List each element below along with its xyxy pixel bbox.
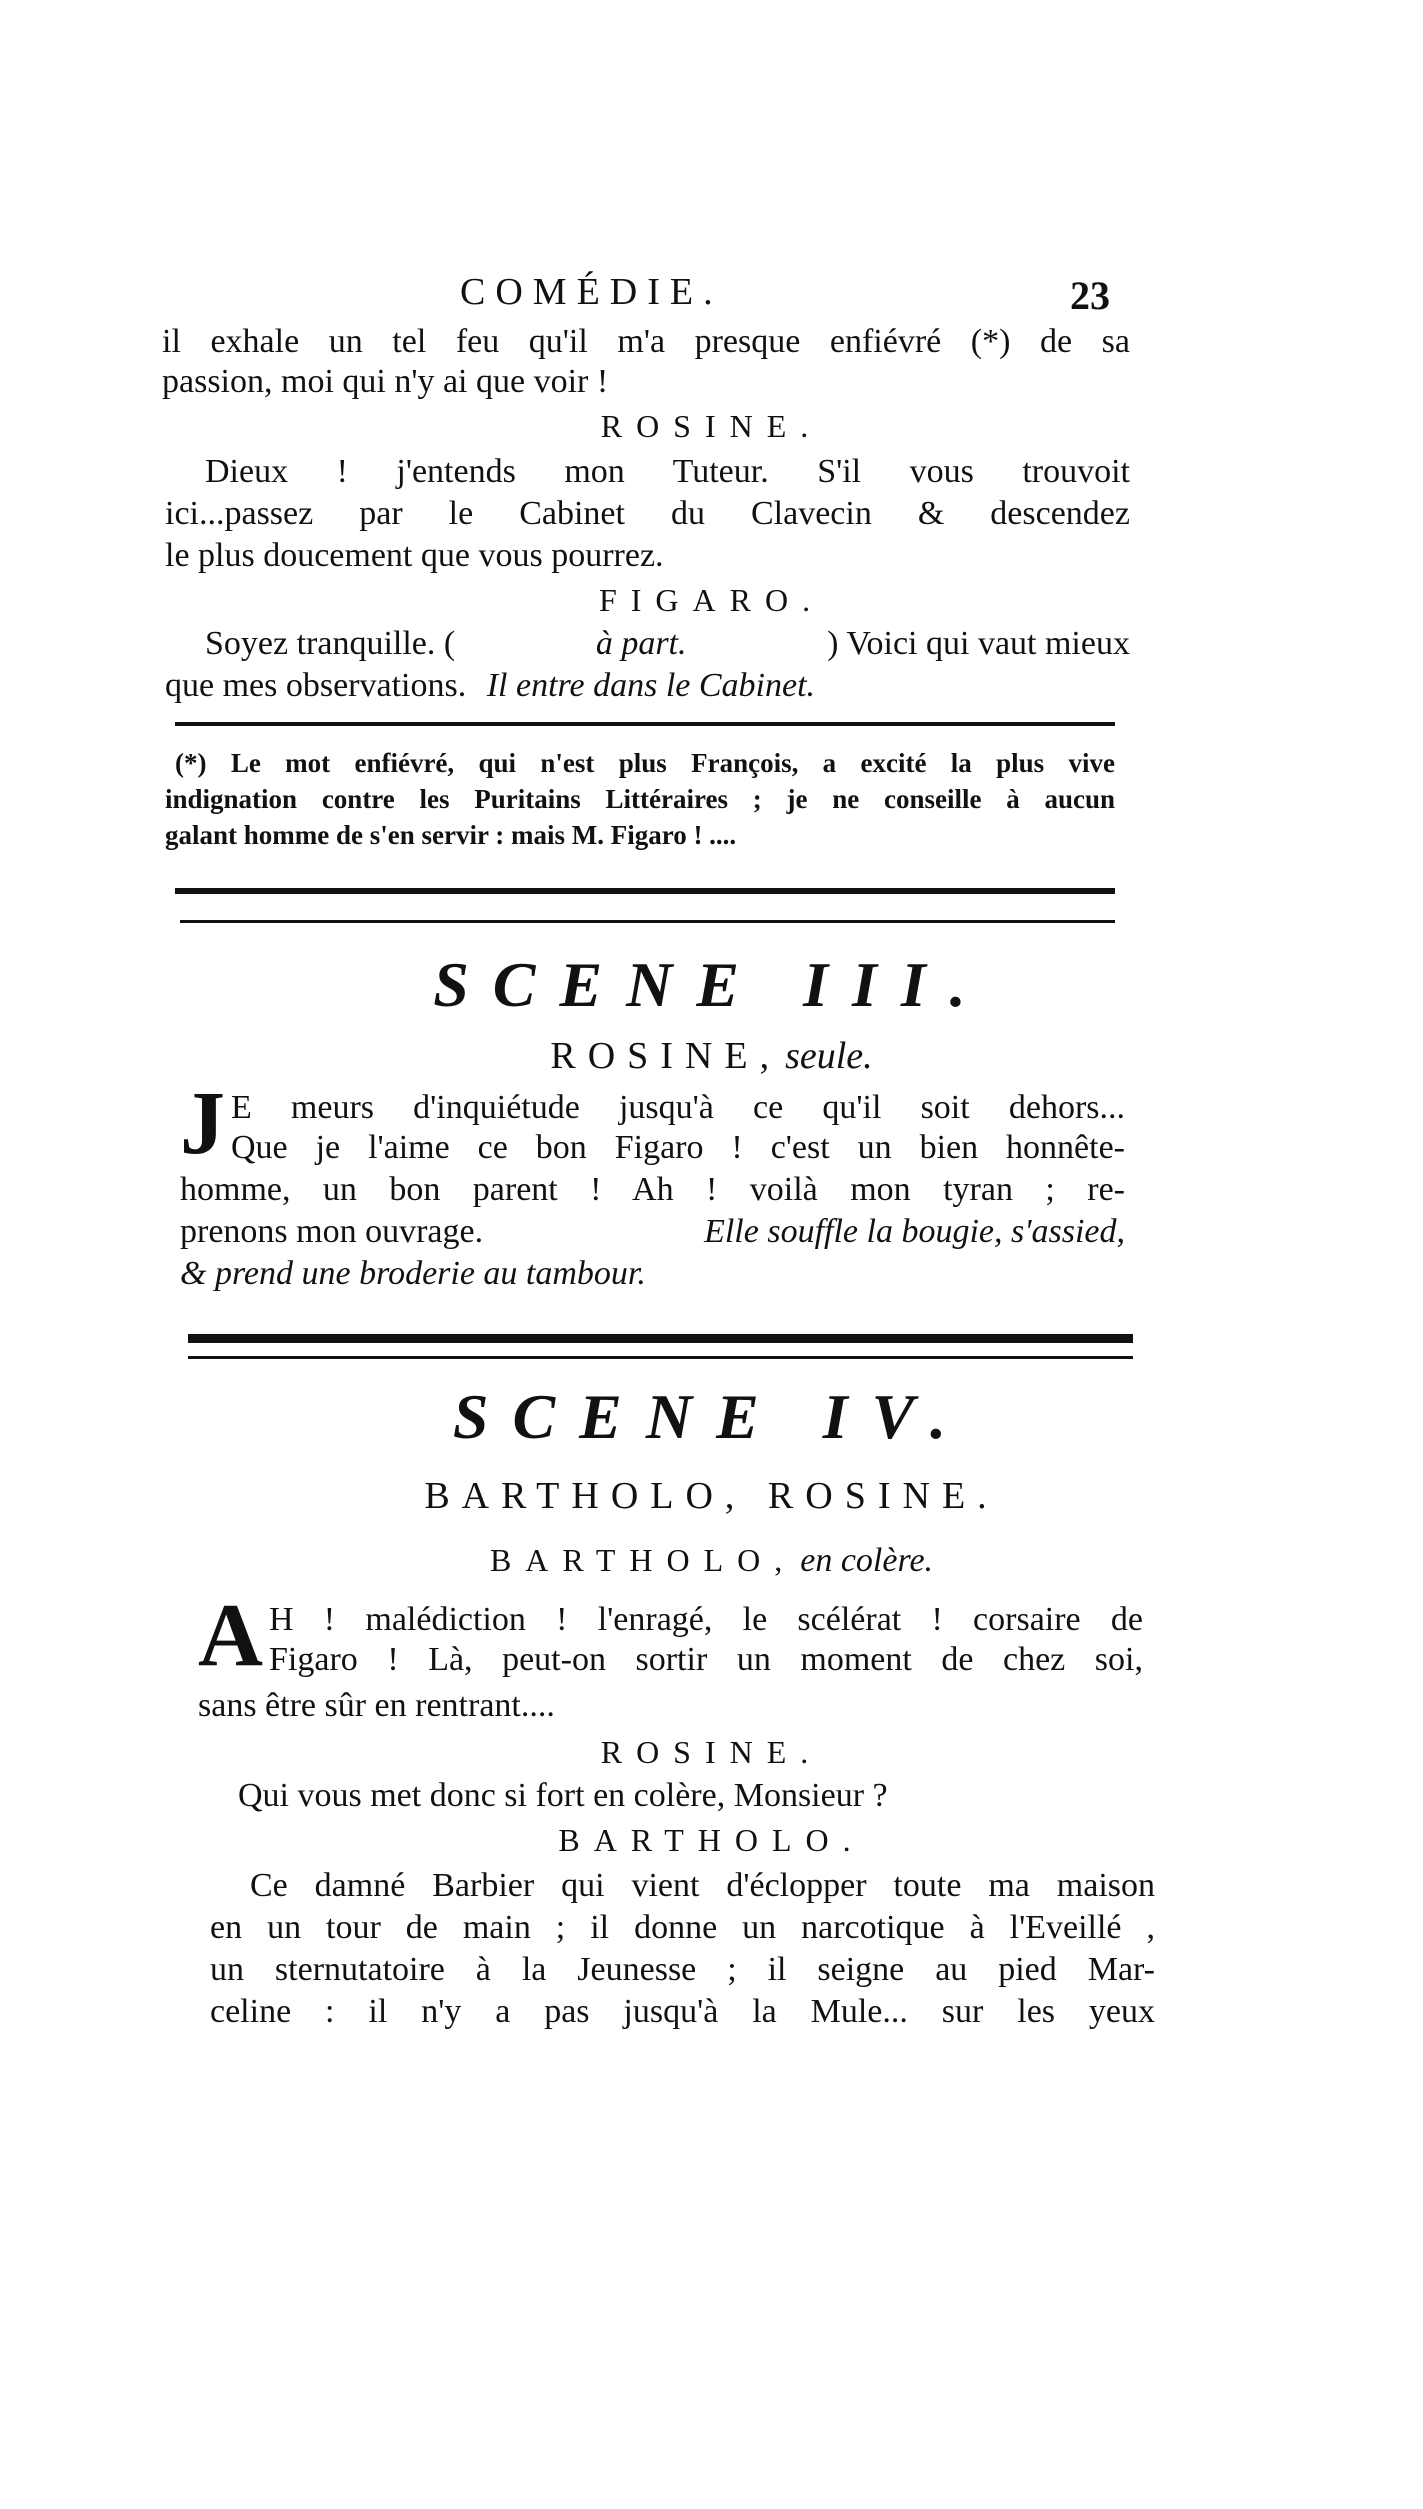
text-line: un sternutatoire à la Jeunesse ; il seigne au pied Mar- (210, 1951, 1155, 1988)
dropcap-paragraph (198, 1586, 1143, 1685)
dialogue: que mes observations. (165, 667, 467, 704)
running-title: COMÉDIE. (460, 271, 723, 313)
speaker-name: BARTHOLO. (558, 1822, 865, 1858)
footnote-line: galant homme de s'en servir : mais M. Figaro ! .... (165, 820, 737, 850)
dialogue: ) Voici qui vaut mieux (827, 625, 1130, 662)
scene-divider-thin (188, 1356, 1133, 1359)
stage-direction: & prend une broderie au tambour. (180, 1255, 646, 1292)
text-line (165, 666, 815, 706)
speaker-name: ROSINE. (600, 1734, 823, 1770)
text-line: passion, moi qui n'y ai que voir ! (162, 363, 609, 400)
speaker-name: FIGARO. (598, 582, 825, 618)
footnote-line: indignation contre les Puritains Littéraires ; je ne conseille à aucun (165, 784, 1115, 814)
scene-divider (180, 920, 1115, 923)
text-line: homme, un bon parent ! Ah ! voilà mon tyran ; re- (180, 1171, 1125, 1208)
page-number: 23 (1070, 273, 1110, 318)
speaker-name: BARTHOLO, (489, 1542, 797, 1578)
text-line: ici...passez par le Cabinet du Clavecin & descendez (165, 495, 1130, 532)
text-line: le plus doucement que vous pourrez. (165, 537, 664, 574)
footnote-rule-bottom (175, 888, 1115, 894)
speaker-name: ROSINE. (600, 408, 823, 444)
stage-direction: seule. (785, 1035, 873, 1077)
dropcap-letter: J (180, 1074, 225, 1173)
stage-direction: Elle souffle la bougie, s'assied, (704, 1213, 1125, 1250)
scene-characters: BARTHOLO, ROSINE. (424, 1475, 999, 1517)
stage-direction: Il entre dans le Cabinet. (486, 667, 816, 704)
speaker-line (0, 1542, 1423, 1580)
text-line (180, 1212, 1125, 1252)
text-line: Ce damné Barbier qui vient d'éclopper toute ma maison (250, 1867, 1155, 1904)
text-line (205, 624, 1130, 664)
text-line: Qui vous met donc si fort en colère, Monsieur ? (238, 1777, 888, 1814)
text-line: il exhale un tel feu qu'il m'a presque enfiévré (*) de sa (162, 323, 1130, 360)
text-line: Dieux ! j'entends mon Tuteur. S'il vous trouvoit (205, 453, 1130, 490)
dropcap-paragraph (180, 1074, 1125, 1173)
scene-title: SCENE III. (433, 949, 990, 1020)
character-name: ROSINE, (550, 1035, 782, 1077)
text-line: Que je l'aime ce bon Figaro ! c'est un bien honnête- (231, 1129, 1125, 1166)
dialogue: Soyez tranquille. ( (205, 625, 456, 662)
text-line: sans être sûr en rentrant.... (198, 1687, 555, 1724)
scene-characters (0, 1034, 1423, 1078)
stage-direction: à part. (595, 625, 687, 662)
text-line: en un tour de main ; il donne un narcotique à l'Eveillé , (210, 1909, 1155, 1946)
footnote-rule-top (175, 722, 1115, 726)
dialogue: prenons mon ouvrage. (180, 1213, 484, 1250)
text-line (180, 1254, 646, 1294)
text-line: E meurs d'inquiétude jusqu'à ce qu'il soit dehors... (231, 1089, 1125, 1126)
footnote-line: (*) Le mot enfiévré, qui n'est plus François, a excité la plus vive (175, 748, 1115, 778)
stage-direction: en colère. (800, 1542, 934, 1579)
dropcap-letter: A (198, 1586, 263, 1685)
text-line: celine : il n'y a pas jusqu'à la Mule... sur les yeux (210, 1993, 1155, 2030)
scene-divider (188, 1334, 1133, 1343)
text-line: Figaro ! Là, peut-on sortir un moment de chez soi, (269, 1641, 1143, 1678)
scene-title: SCENE IV. (452, 1381, 971, 1452)
text-line: H ! malédiction ! l'enragé, le scélérat ! corsaire de (269, 1601, 1143, 1638)
